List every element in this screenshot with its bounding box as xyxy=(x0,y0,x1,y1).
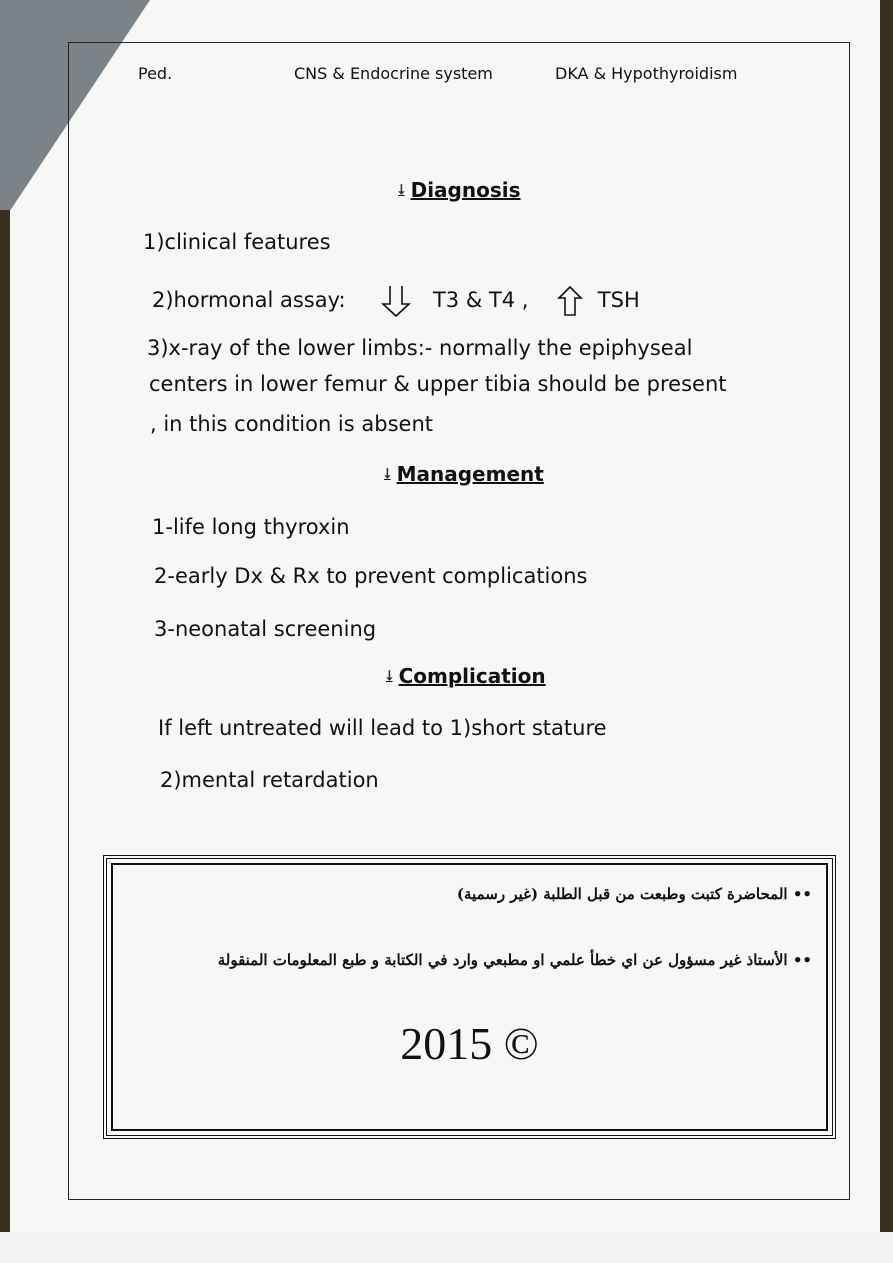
header-course: Ped. xyxy=(138,64,173,83)
complication-line-1: If left untreated will lead to 1)short stature xyxy=(158,716,607,740)
diagnosis-heading-text: Diagnosis xyxy=(410,178,521,202)
arrow-bullet-icon: ⭣ xyxy=(384,466,391,482)
hormonal-assay-label: 2)hormonal assay: xyxy=(152,288,346,312)
diagnosis-item-3-line-2: centers in lower femur & upper tibia should be present xyxy=(149,372,727,396)
diagnosis-item-2 xyxy=(152,284,640,318)
header-subject: CNS & Endocrine system xyxy=(294,64,493,83)
disclaimer-line-1 xyxy=(457,885,812,903)
management-item-2: 2-early Dx & Rx to prevent complications xyxy=(154,564,588,588)
increased-hormone: TSH xyxy=(597,288,640,312)
arrow-bullet-icon: ⭣ xyxy=(398,182,405,198)
diagnosis-item-3-line-3: , in this condition is absent xyxy=(150,412,433,436)
diagnosis-heading xyxy=(398,178,521,202)
decreased-hormones: T3 & T4 , xyxy=(432,288,529,312)
arrow-bullet-icon: ⭣ xyxy=(386,668,393,684)
disclaimer-box xyxy=(103,855,836,1139)
complication-heading xyxy=(386,664,546,688)
disclaimer-text-1: المحاضرة كتبت وطبعت من قبل الطلبة (غير رسمية) xyxy=(456,885,788,903)
complication-heading-text: Complication xyxy=(398,664,546,688)
page-bottom-edge xyxy=(0,1232,893,1263)
diagnosis-item-1: 1)clinical features xyxy=(143,230,331,254)
bullet-dots: •• xyxy=(787,951,812,969)
copyright-notice: 2015 © xyxy=(400,1018,539,1069)
bullet-dots: •• xyxy=(787,885,812,903)
disclaimer-text-2: الأستاذ غير مسؤول عن اي خطأ علمي او مطبعي وارد في الكتابة و طبع المعلومات المنقولة xyxy=(217,951,788,969)
decrease-arrow-icon xyxy=(380,284,412,318)
increase-arrow-icon xyxy=(557,285,583,317)
management-item-3: 3-neonatal screening xyxy=(154,617,377,641)
management-item-1: 1-life long thyroxin xyxy=(152,515,350,539)
complication-line-2: 2)mental retardation xyxy=(160,768,379,792)
header-topic: DKA & Hypothyroidism xyxy=(555,64,738,83)
diagnosis-item-3-line-1: 3)x-ray of the lower limbs:- normally the epiphyseal xyxy=(147,336,693,360)
management-heading xyxy=(384,462,544,486)
disclaimer-line-2 xyxy=(218,951,812,969)
management-heading-text: Management xyxy=(396,462,544,486)
